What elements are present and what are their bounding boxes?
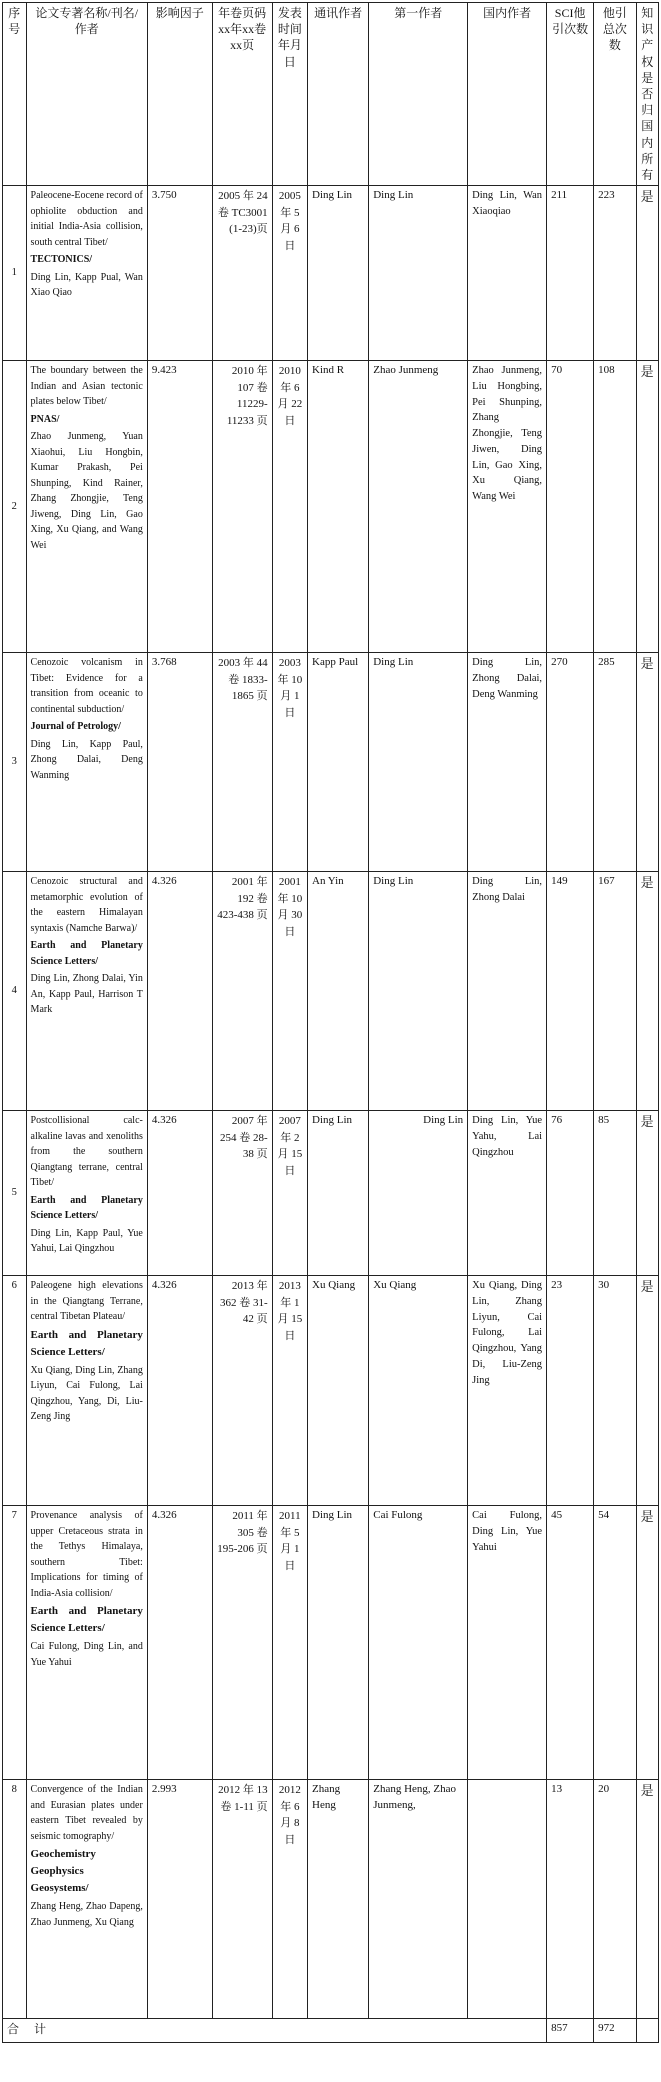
sci-citations: 70 — [547, 361, 594, 653]
publish-date: 2012 年 6 月 8 日 — [272, 1780, 307, 2019]
paper-title: Cenozoic structural and metamorphic evolution of the eastern Himalayan syntaxis (Namche Barwa)/ — [30, 876, 143, 934]
domestic-authors: Ding Lin, Zhong Dalai, Deng Wanming — [468, 653, 547, 872]
table-row — [3, 1506, 659, 1780]
ip-ownership: 是 — [636, 1506, 658, 1780]
paper-cell — [26, 1506, 147, 1780]
journal-name: TECTONICS/ — [30, 254, 93, 266]
sci-citations: 13 — [547, 1780, 594, 2019]
impact-factor: 4.326 — [147, 1111, 212, 1276]
document-page — [2, 2, 659, 2080]
table-row — [3, 1780, 659, 2019]
ip-ownership: 是 — [636, 186, 658, 361]
impact-factor: 4.326 — [147, 1506, 212, 1780]
sci-citations: 45 — [547, 1506, 594, 1780]
volume-pages: 2003 年 44 卷 1833-1865 页 — [212, 653, 272, 872]
total-citations: 54 — [594, 1506, 636, 1780]
paper-title: The boundary between the Indian and Asian tectonic plates below Tibet/ — [30, 365, 143, 408]
volume-pages: 2010 年 107 卷 11229-11233 页 — [212, 361, 272, 653]
corresponding-author: Ding Lin — [308, 186, 369, 361]
author-list: Ding Lin, Zhong Dalai, Yin An, Kapp Paul, Harrison T Mark — [30, 973, 143, 1016]
paper-cell — [26, 186, 147, 361]
author-list: Ding Lin, Kapp Paul, Zhong Dalai, Deng Wanming — [30, 738, 143, 781]
table-row — [3, 186, 659, 361]
paper-cell — [26, 872, 147, 1111]
publish-date: 2007 年 2 月 15 日 — [272, 1111, 307, 1276]
table-row — [3, 653, 659, 872]
impact-factor: 2.993 — [147, 1780, 212, 2019]
impact-factor: 4.326 — [147, 872, 212, 1111]
header-row — [3, 3, 659, 186]
corresponding-author: Kind R — [308, 361, 369, 653]
table-row — [3, 872, 659, 1111]
paper-title: Postcollisional calc-alkaline lavas and xenoliths from the southern Qiangtang terrane, central Tibet/ — [30, 1115, 143, 1189]
sci-citations: 76 — [547, 1111, 594, 1276]
total-citations: 30 — [594, 1276, 636, 1506]
impact-factor: 4.326 — [147, 1276, 212, 1506]
paper-cell — [26, 1780, 147, 2019]
domestic-authors — [468, 1780, 547, 2019]
author-list: Zhao Junmeng, Yuan Xiaohui, Liu Hongbin, Kumar Prakash, Pei Shunping, Kind Rainer, Zhang Zhongjie, Teng Jiweng, Ding Lin, Gao Xing, Xu Qiang, and Wang Wei — [30, 431, 143, 551]
total-empty-cell — [636, 2019, 658, 2043]
total-citations: 85 — [594, 1111, 636, 1276]
total-sci-citations: 857 — [547, 2019, 594, 2043]
sci-citations: 270 — [547, 653, 594, 872]
header-date: 发表时间年月日 — [272, 3, 307, 186]
volume-pages: 2013 年 362 卷 31-42 页 — [212, 1276, 272, 1506]
volume-pages: 2007 年 254 卷 28-38 页 — [212, 1111, 272, 1276]
sci-citations: 211 — [547, 186, 594, 361]
first-author: Cai Fulong — [369, 1506, 468, 1780]
domestic-authors: Zhao Junmeng, Liu Hongbing, Pei Shunping, Zhang Zhongjie, Teng Jiwen, Ding Lin, Gao Xing, Xu Qiang, Wang Wei — [468, 361, 547, 653]
domestic-authors: Ding Lin, Yue Yahu, Lai Qingzhou — [468, 1111, 547, 1276]
author-list: Ding Lin, Kapp Paul, Yue Yahui, Lai Qingzhou — [30, 1227, 143, 1255]
total-all-citations: 972 — [594, 2019, 636, 2043]
row-index: 3 — [3, 653, 27, 872]
table-row — [3, 361, 659, 653]
first-author: Ding Lin — [369, 872, 468, 1111]
papers-table — [2, 2, 659, 2043]
publish-date: 2011 年 5 月 1 日 — [272, 1506, 307, 1780]
corresponding-author: An Yin — [308, 872, 369, 1111]
author-list: Ding Lin, Kapp Pual, Wan Xiao Qiao — [30, 271, 143, 299]
header-first-author: 第一作者 — [369, 3, 468, 186]
impact-factor: 3.768 — [147, 653, 212, 872]
total-citations: 108 — [594, 361, 636, 653]
first-author: Ding Lin — [369, 1111, 468, 1276]
header-volume: 年卷页码xx年xx卷xx页 — [212, 3, 272, 186]
header-corresponding: 通讯作者 — [308, 3, 369, 186]
header-total-cites: 他引总次数 — [594, 3, 636, 186]
paper-title: Convergence of the Indian and Eurasian plates under eastern Tibet revealed by seismic tomography/ — [30, 1784, 143, 1842]
volume-pages: 2012 年 13 卷 1-11 页 — [212, 1780, 272, 2019]
row-index: 4 — [3, 872, 27, 1111]
paper-cell — [26, 653, 147, 872]
ip-ownership: 是 — [636, 1780, 658, 2019]
paper-cell — [26, 1276, 147, 1506]
publish-date: 2013 年 1 月 15 日 — [272, 1276, 307, 1506]
sci-citations: 23 — [547, 1276, 594, 1506]
first-author: Zhao Junmeng — [369, 361, 468, 653]
journal-name: Earth and Planetary Science Letters/ — [30, 1194, 143, 1222]
total-citations: 223 — [594, 186, 636, 361]
ip-ownership: 是 — [636, 1276, 658, 1506]
paper-title: Cenozoic volcanism in Tibet: Evidence for a transition from oceanic to continental subduction/ — [30, 657, 143, 715]
corresponding-author: Ding Lin — [308, 1111, 369, 1276]
first-author: Ding Lin — [369, 653, 468, 872]
paper-cell — [26, 361, 147, 653]
ip-ownership: 是 — [636, 872, 658, 1111]
row-index: 1 — [3, 186, 27, 361]
first-author: Ding Lin — [369, 186, 468, 361]
publish-date: 2003 年 10 月 1 日 — [272, 653, 307, 872]
domestic-authors: Xu Qiang, Ding Lin, Zhang Liyun, Cai Fulong, Lai Qingzhou, Yang Di, Liu-Zeng Jing — [468, 1276, 547, 1506]
volume-pages: 2001 年 192 卷 423-438 页 — [212, 872, 272, 1111]
publish-date: 2005 年 5 月 6 日 — [272, 186, 307, 361]
corresponding-author: Xu Qiang — [308, 1276, 369, 1506]
publish-date: 2001 年 10 月 30 日 — [272, 872, 307, 1111]
corresponding-author: Kapp Paul — [308, 653, 369, 872]
journal-name: Earth and Planetary Science Letters/ — [30, 1605, 143, 1635]
row-index: 2 — [3, 361, 27, 653]
domestic-authors: Ding Lin, Wan Xiaoqiao — [468, 186, 547, 361]
row-index: 8 — [3, 1780, 27, 2019]
paper-title: Paleocene-Eocene record of ophiolite obduction and initial India-Asia collision, south central Tibet/ — [30, 190, 143, 248]
journal-name: Journal of Petrology/ — [30, 721, 121, 733]
impact-factor: 3.750 — [147, 186, 212, 361]
paper-title: Paleogene high elevations in the Qiangtang Terrane, central Tibetan Plateau/ — [30, 1280, 143, 1323]
domestic-authors: Cai Fulong, Ding Lin, Yue Yahui — [468, 1506, 547, 1780]
total-citations: 20 — [594, 1780, 636, 2019]
paper-cell — [26, 1111, 147, 1276]
author-list: Cai Fulong, Ding Lin, and Yue Yahui — [30, 1641, 143, 1668]
domestic-authors: Ding Lin, Zhong Dalai — [468, 872, 547, 1111]
table-row — [3, 1111, 659, 1276]
header-index: 序号 — [3, 3, 27, 186]
first-author: Zhang Heng, Zhao Junmeng, — [369, 1780, 468, 2019]
impact-factor: 9.423 — [147, 361, 212, 653]
total-citations: 167 — [594, 872, 636, 1111]
journal-name: PNAS/ — [30, 413, 60, 425]
author-list: Zhang Heng, Zhao Dapeng, Zhao Junmeng, Xu Qiang — [30, 1901, 143, 1928]
header-sci: SCI他引次数 — [547, 3, 594, 186]
header-ip: 知识产权是否归国内所有 — [636, 3, 658, 186]
ip-ownership: 是 — [636, 361, 658, 653]
header-domestic: 国内作者 — [468, 3, 547, 186]
row-index: 7 — [3, 1506, 27, 1780]
publish-date: 2010 年 6 月 22 日 — [272, 361, 307, 653]
total-row — [3, 2019, 659, 2043]
first-author: Xu Qiang — [369, 1276, 468, 1506]
header-impact: 影响因子 — [147, 3, 212, 186]
volume-pages: 2005 年 24 卷 TC3001 (1-23)页 — [212, 186, 272, 361]
corresponding-author: Zhang Heng — [308, 1780, 369, 2019]
corresponding-author: Ding Lin — [308, 1506, 369, 1780]
journal-name: Earth and Planetary Science Letters/ — [30, 1328, 143, 1358]
paper-title: Provenance analysis of upper Cretaceous strata in the Tethys Himalaya, southern Tibet: Implications for timing of India-Asia collision/ — [30, 1510, 143, 1599]
total-citations: 285 — [594, 653, 636, 872]
total-label: 合 计 — [3, 2019, 547, 2043]
volume-pages: 2011 年 305 卷 195-206 页 — [212, 1506, 272, 1780]
header-paper: 论文专著名称/刊名/作者 — [26, 3, 147, 186]
author-list: Xu Qiang, Ding Lin, Zhang Liyun, Cai Fulong, Lai Qingzhou, Yang, Di, Liu-Zeng Jing — [30, 1364, 143, 1423]
ip-ownership: 是 — [636, 1111, 658, 1276]
sci-citations: 149 — [547, 872, 594, 1111]
journal-name: Geochemistry Geophysics Geosystems/ — [30, 1848, 96, 1895]
row-index: 5 — [3, 1111, 27, 1276]
journal-name: Earth and Planetary Science Letters/ — [30, 940, 143, 967]
table-row — [3, 1276, 659, 1506]
ip-ownership: 是 — [636, 653, 658, 872]
row-index: 6 — [3, 1276, 27, 1506]
